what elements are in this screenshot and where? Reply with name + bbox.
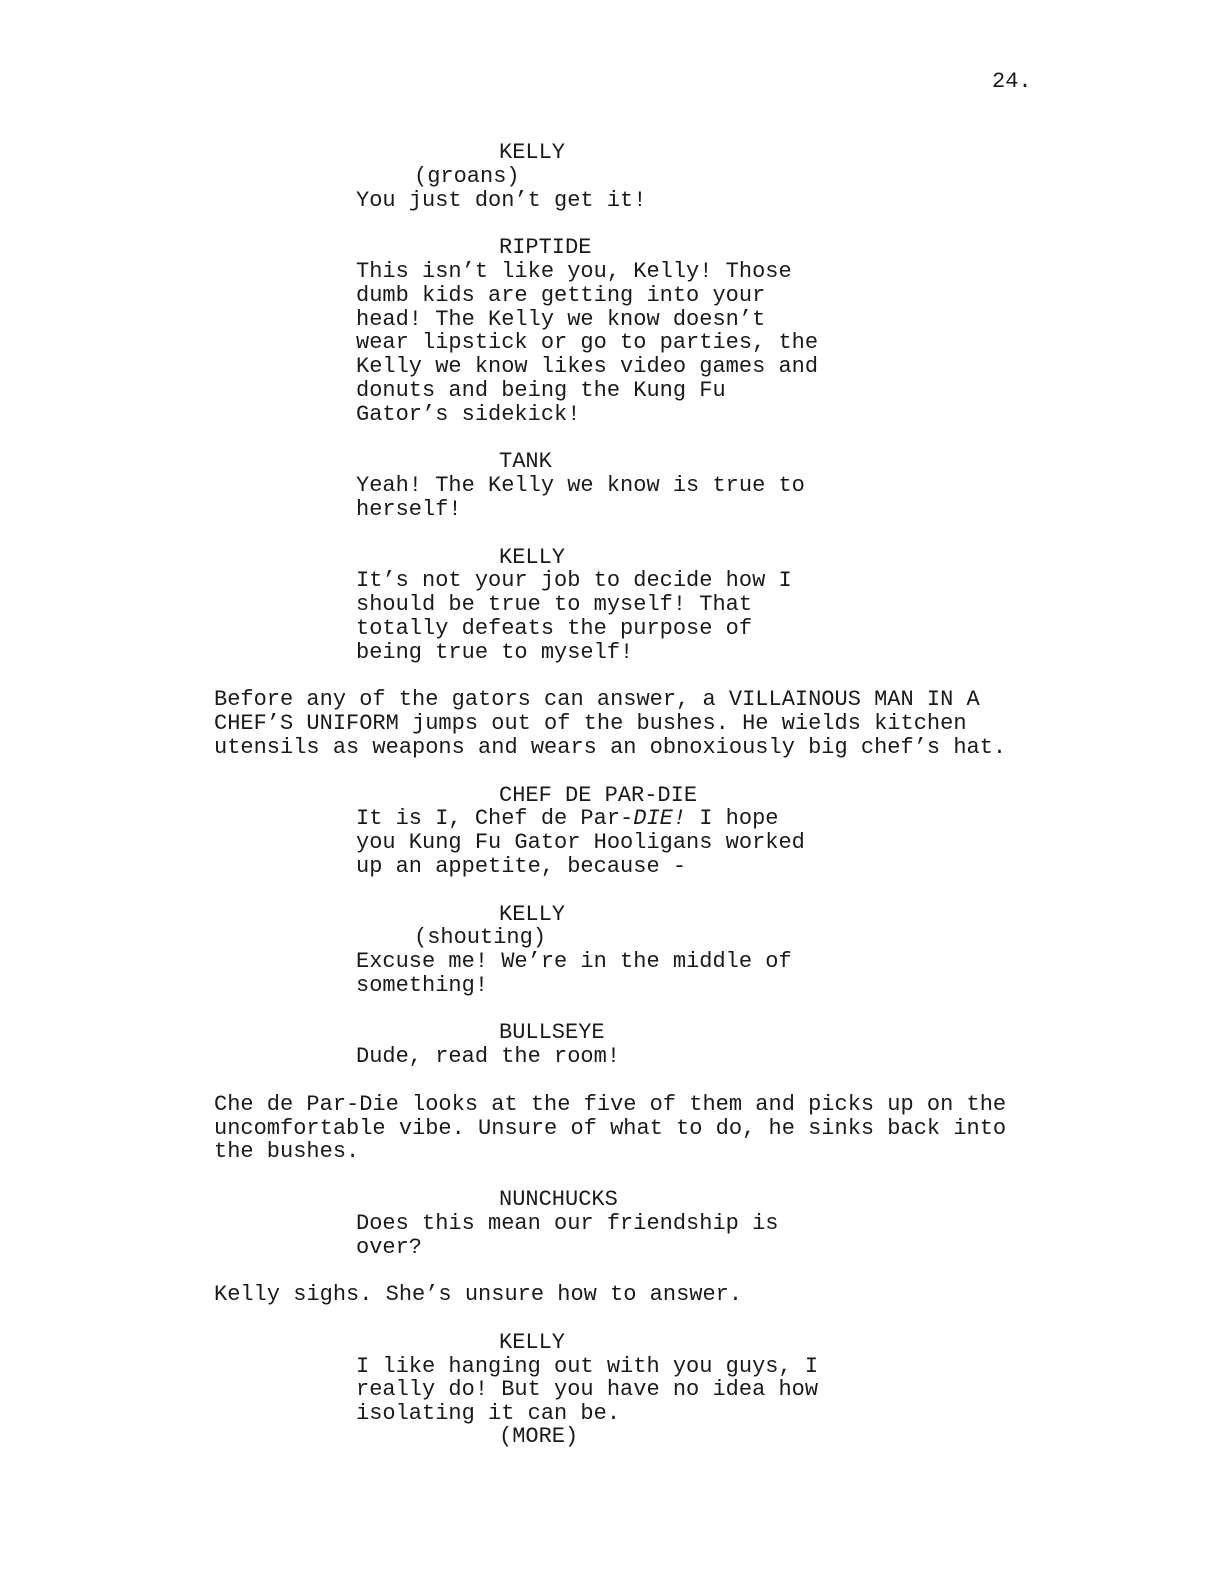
character-name: NUNCHUCKS bbox=[499, 1187, 618, 1213]
page-number: 24. bbox=[992, 69, 1032, 94]
parenthetical: (groans) bbox=[414, 163, 520, 189]
dialogue-line: wear lipstick or go to parties, the bbox=[356, 330, 819, 356]
dialogue-line: Kelly we know likes video games and bbox=[356, 354, 819, 380]
action-line: Che de Par-Die looks at the five of them and picks up on the bbox=[214, 1091, 1007, 1117]
dialogue-line: isolating it can be. bbox=[356, 1401, 621, 1427]
dialogue-line: up an appetite, because - bbox=[356, 853, 687, 879]
character-name: KELLY bbox=[499, 544, 566, 570]
character-name: KELLY bbox=[499, 1329, 566, 1355]
dialogue-line: I like hanging out with you guys, I bbox=[356, 1353, 819, 1379]
dialogue-text: I hope bbox=[686, 806, 779, 832]
character-name: BULLSEYE bbox=[499, 1020, 605, 1046]
dialogue-line: Excuse me! We’re in the middle of bbox=[356, 949, 792, 975]
character-name: KELLY bbox=[499, 140, 566, 165]
dialogue-line: should be true to myself! That bbox=[356, 592, 753, 618]
dialogue-line: herself! bbox=[356, 496, 462, 522]
action-line: utensils as weapons and wears an obnoxiously big chef’s hat. bbox=[214, 734, 1007, 760]
dialogue-line: Does this mean our friendship is bbox=[356, 1210, 779, 1236]
action-line: CHEF’S UNIFORM jumps out of the bushes. He wields kitchen bbox=[214, 711, 967, 737]
dialogue-line: totally defeats the purpose of bbox=[356, 615, 753, 641]
action-line: uncomfortable vibe. Unsure of what to do, he sinks back into bbox=[214, 1115, 1007, 1141]
dialogue-line: something! bbox=[356, 972, 489, 998]
screenplay-body bbox=[214, 141, 1114, 1448]
character-name: KELLY bbox=[499, 901, 566, 927]
character-name: CHEF DE PAR-DIE bbox=[499, 782, 698, 808]
dialogue-line: Gator’s sidekick! bbox=[356, 401, 581, 427]
dialogue-line: really do! But you have no idea how bbox=[356, 1377, 819, 1403]
dialogue-line: dumb kids are getting into your bbox=[356, 282, 766, 308]
dialogue-text: It is I, Chef de Par- bbox=[356, 806, 634, 832]
dialogue-line: you Kung Fu Gator Hooligans worked bbox=[356, 830, 805, 856]
dialogue-line: It’s not your job to decide how I bbox=[356, 568, 792, 594]
action-line: Kelly sighs. She’s unsure how to answer. bbox=[214, 1282, 743, 1308]
dialogue-line: You just don’t get it! bbox=[356, 187, 647, 213]
dialogue-line bbox=[214, 807, 1114, 831]
dialogue-line: This isn’t like you, Kelly! Those bbox=[356, 258, 792, 284]
action-line: the bushes. bbox=[214, 1139, 360, 1165]
dialogue-line: being true to myself! bbox=[356, 639, 634, 665]
more-continuation: (MORE) bbox=[499, 1424, 579, 1450]
dialogue-line: Yeah! The Kelly we know is true to bbox=[356, 473, 805, 499]
character-name: RIPTIDE bbox=[499, 235, 592, 261]
dialogue-line: head! The Kelly we know doesn’t bbox=[356, 306, 766, 332]
action-line: Before any of the gators can answer, a VILLAINOUS MAN IN A bbox=[214, 687, 980, 713]
dialogue-line: Dude, read the room! bbox=[356, 1044, 621, 1070]
dialogue-line: donuts and being the Kung Fu bbox=[356, 377, 726, 403]
parenthetical: (shouting) bbox=[414, 925, 547, 951]
character-name: TANK bbox=[499, 449, 552, 475]
dialogue-emphasis: DIE! bbox=[633, 806, 687, 832]
dialogue-line: over? bbox=[356, 1234, 423, 1260]
